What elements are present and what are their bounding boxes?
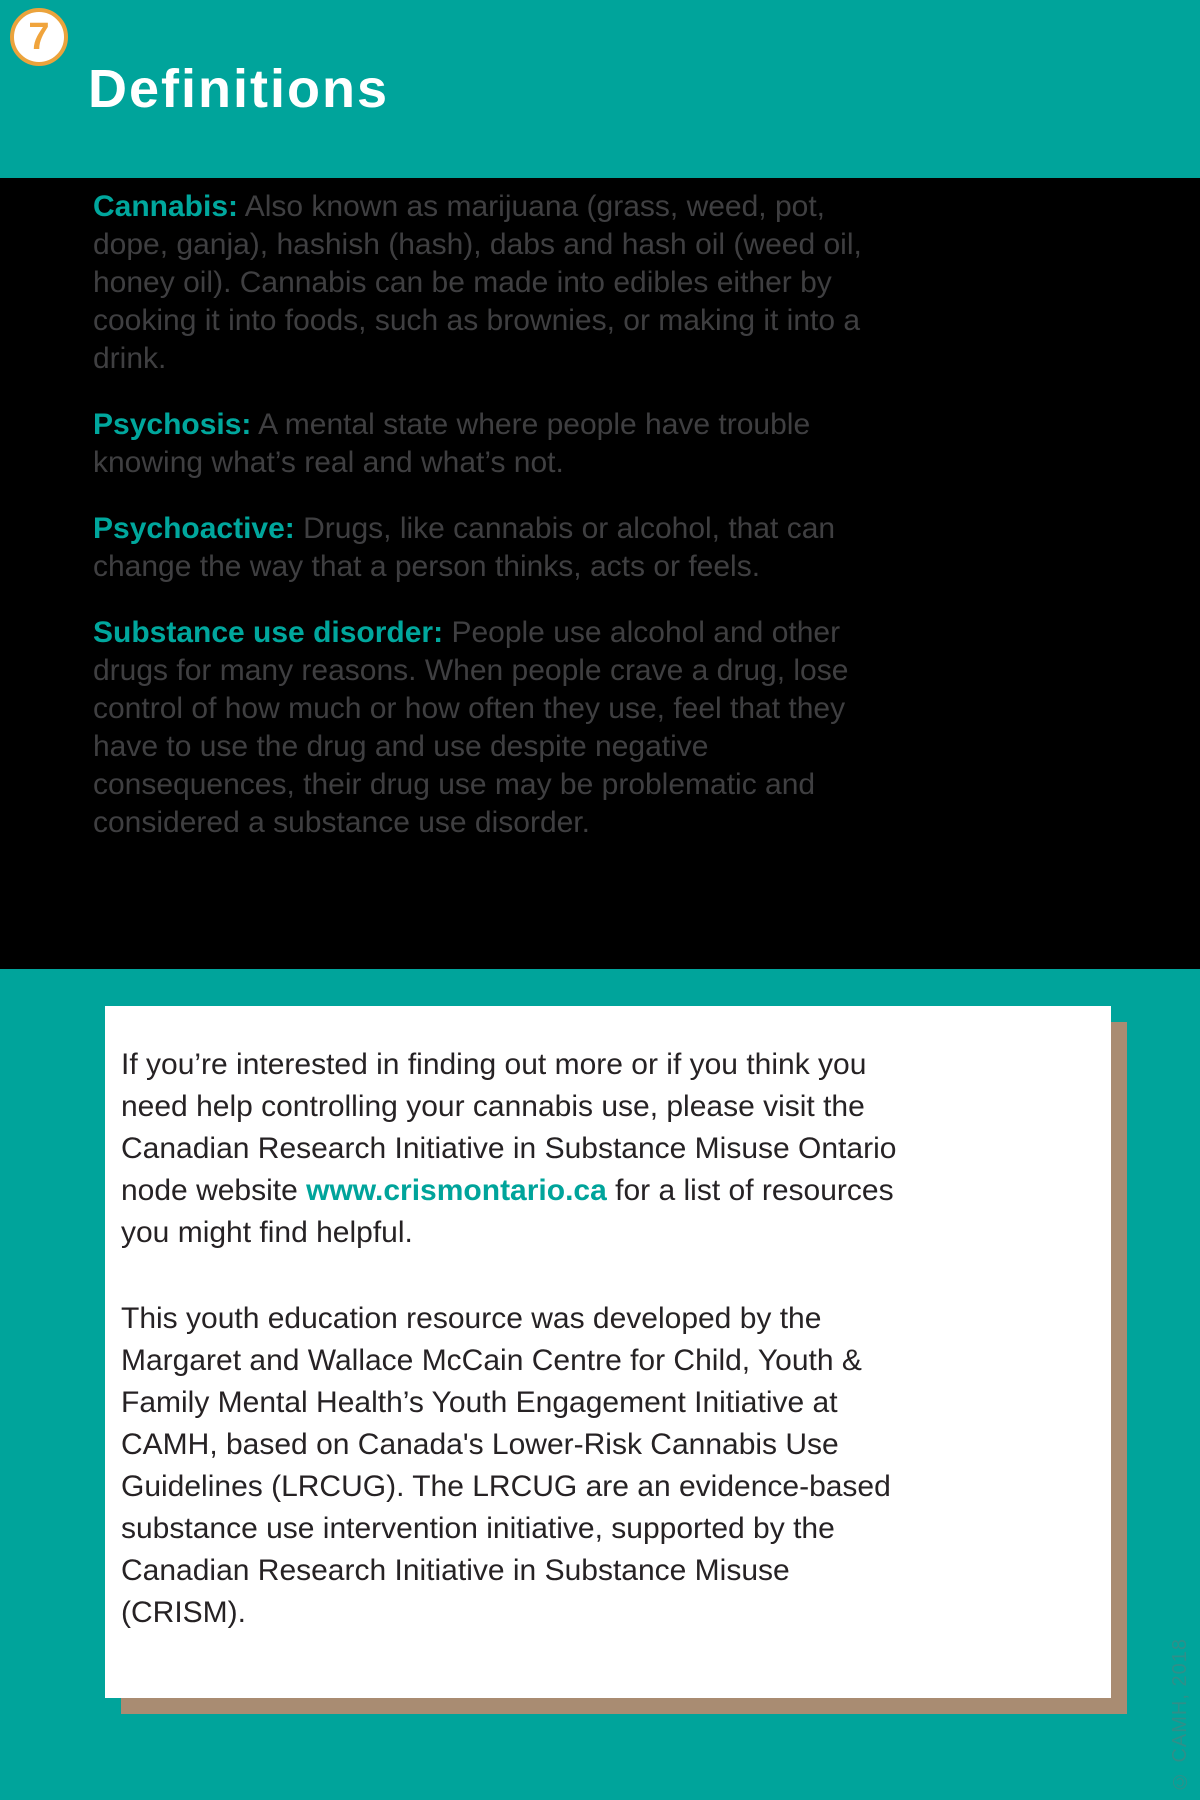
page-title: Definitions bbox=[88, 59, 389, 119]
definition-term: Substance use disorder: bbox=[93, 616, 444, 649]
definition-term: Cannabis: bbox=[93, 190, 239, 223]
page-number: 7 bbox=[28, 15, 50, 58]
definitions-panel bbox=[0, 178, 1200, 969]
info-card-paragraph-resources bbox=[121, 1044, 921, 1254]
resources-text-before-link: If you’re interested in finding out more or if you think you need help controlling your cannabis use, please visit the Canadian Research Initiative in Substance Misuse Ontario node website bbox=[121, 1048, 897, 1207]
info-card bbox=[105, 1006, 1111, 1698]
info-card-paragraph-credits: This youth education resource was developed by the Margaret and Wallace McCain Centre for Child, Youth & Family Mental Health’s Youth Engagement Initiative at CAMH, based on Canada's Lower-Risk Cannabis Use Guidelines (LRCUG). The LRCUG are an evidence-based substance use intervention initiative, supported by the Canadian Research Initiative in Substance Misuse (CRISM). bbox=[121, 1302, 891, 1629]
definition-text: Drugs, like cannabis or alcohol, that can change the way that a person thinks, acts or feels. bbox=[93, 512, 836, 583]
resources-text-after-link: for a list of resources you might find helpful. bbox=[121, 1174, 894, 1249]
definition-text: A mental state where people have trouble knowing what’s real and what’s not. bbox=[93, 408, 811, 479]
definition-item-psychoactive bbox=[93, 510, 903, 586]
definition-text: Also known as marijuana (grass, weed, pot, dope, ganja), hashish (hash), dabs and hash oil (weed oil, honey oil). Cannabis can be made into edibles either by cooking it into foods, such as brownies, or making it into a drink. bbox=[93, 190, 862, 375]
crismontario-link[interactable]: www.crismontario.ca bbox=[306, 1174, 607, 1207]
definition-text: People use alcohol and other drugs for many reasons. When people crave a drug, lose control of how much or how often they use, feel that they have to use the drug and use despite negative consequences, their drug use may be problematic and considered a substance use disorder. bbox=[93, 616, 849, 839]
definition-term: Psychoactive: bbox=[93, 512, 295, 545]
definition-item-cannabis bbox=[93, 188, 903, 378]
copyright-text: © CAMH, 2018 bbox=[1169, 1637, 1191, 1792]
definition-term: Psychosis: bbox=[93, 408, 252, 441]
definition-item-substance-use-disorder bbox=[93, 614, 903, 842]
definition-item-psychosis bbox=[93, 406, 903, 482]
page-number-badge bbox=[10, 8, 68, 66]
